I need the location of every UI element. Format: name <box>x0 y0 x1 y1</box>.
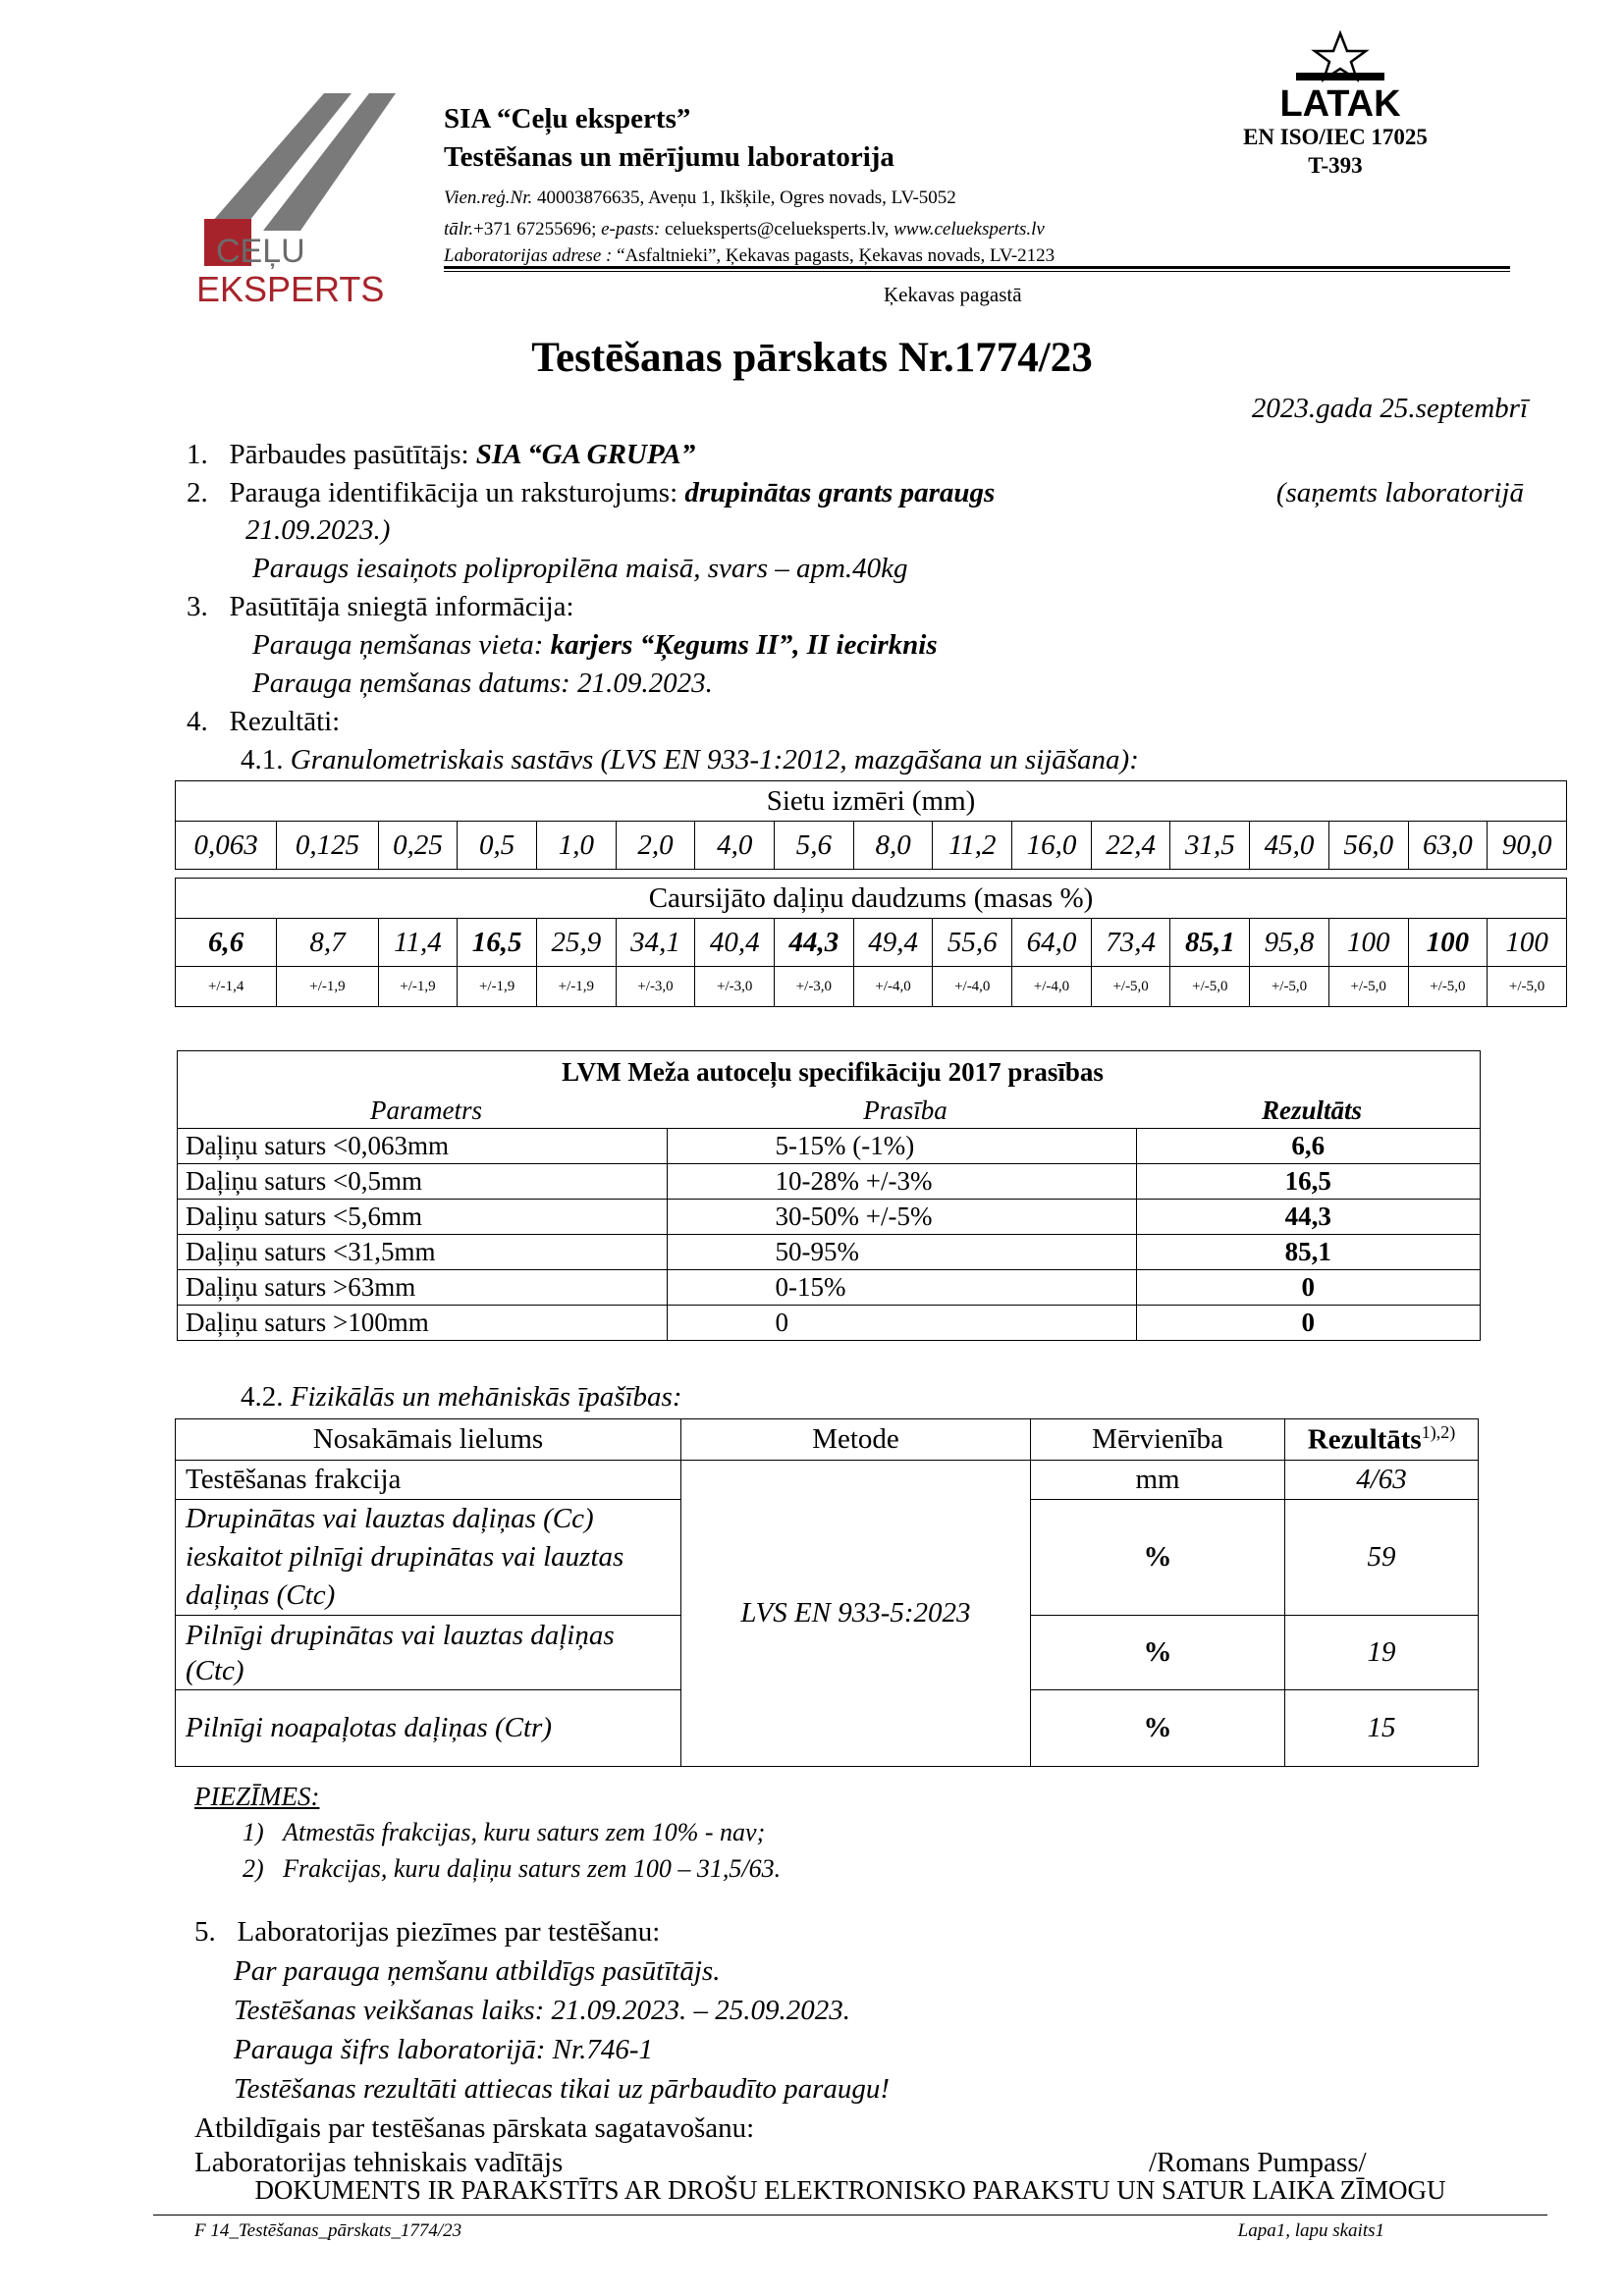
phys-r2-res: 59 <box>1285 1500 1479 1616</box>
section-1-label: Pārbaudes pasūtītājs: <box>229 439 476 470</box>
sieve-size-cell: 90,0 <box>1488 822 1567 870</box>
section-5-num: 5. <box>194 1916 216 1948</box>
section-5 <box>194 1914 660 1949</box>
phys-r1-unit: mm <box>1031 1461 1285 1500</box>
tolerance-cell: +/-5,0 <box>1488 967 1567 1007</box>
lvm-req-cell: 10-28% +/-3% <box>667 1164 1136 1200</box>
passing-cell: 25,9 <box>536 919 616 967</box>
sieve-size-cell: 0,125 <box>277 822 378 870</box>
sample-received-date: 21.09.2023.) <box>245 514 391 546</box>
section-1 <box>187 437 695 472</box>
tolerance-cell: +/-4,0 <box>1012 967 1092 1007</box>
section-4-1-num: 4.1. <box>241 744 291 775</box>
tolerance-cell: +/-1,9 <box>536 967 616 1007</box>
sieve-size-cell: 4,0 <box>695 822 775 870</box>
sieve-size-cell: 22,4 <box>1091 822 1170 870</box>
passing-cell: 40,4 <box>695 919 775 967</box>
email-value[interactable]: celueksperts@celueksperts.lv, <box>660 219 894 240</box>
table-gap <box>176 870 1567 879</box>
celu-eksperts-logo <box>194 93 430 309</box>
tolerance-cell: +/-5,0 <box>1250 967 1329 1007</box>
tolerance-cell: +/-5,0 <box>1328 967 1408 1007</box>
lab-note-2: Testēšanas veikšanas laiks: 21.09.2023. – 25.09.2023. <box>234 1995 851 2026</box>
lvm-param-cell: Daļiņu saturs >63mm <box>178 1270 668 1306</box>
passing-cell: 100 <box>1488 919 1567 967</box>
lvm-col-param: Parametrs <box>178 1093 668 1129</box>
section-4-num: 4. <box>187 706 208 737</box>
phys-r4-res: 15 <box>1285 1690 1479 1767</box>
tolerance-cell: +/-1,9 <box>378 967 458 1007</box>
tolerance-cell: +/-3,0 <box>695 967 775 1007</box>
passing-cell: 100 <box>1408 919 1488 967</box>
email-label: e-pasts: <box>601 219 661 240</box>
passing-cell: 8,7 <box>277 919 378 967</box>
logo-text-bottom: EKSPERTS <box>196 269 385 309</box>
phys-r2-unit: % <box>1031 1500 1285 1616</box>
sieve-size-cell: 45,0 <box>1250 822 1329 870</box>
page-title: Testēšanas pārskats Nr.1774/23 <box>531 335 1093 381</box>
lvm-param-cell: Daļiņu saturs <31,5mm <box>178 1235 668 1270</box>
sampling-date: Parauga ņemšanas datums: 21.09.2023. <box>252 667 713 699</box>
sample-received-note: (saņemts laboratorijā <box>1275 477 1524 508</box>
note-2-num: 2) <box>243 1854 264 1883</box>
phys-col-method: Metode <box>681 1419 1031 1461</box>
phys-r4-qty: Pilnīgi noapaļotas daļiņas (Ctr) <box>176 1690 681 1767</box>
note-1-text: Atmestās frakcijas, kuru saturs zem 10% - nav; <box>283 1818 766 1846</box>
lab-title: Testēšanas un mērījumu laboratorija <box>444 141 894 173</box>
sieve-size-cell: 0,063 <box>176 822 277 870</box>
section-3-label: Pasūtītāja sniegtā informācija: <box>229 591 574 622</box>
sieve-size-cell: 63,0 <box>1408 822 1488 870</box>
phys-col-qty: Nosakāmais lielums <box>176 1419 681 1461</box>
lvm-col-req: Prasība <box>667 1093 1136 1129</box>
note-2-text: Frakcijas, kuru daļiņu saturs zem 100 – 31,5/63. <box>283 1854 782 1883</box>
phys-col-res-label: Rezultāts <box>1307 1423 1422 1456</box>
sieve-size-cell: 8,0 <box>853 822 933 870</box>
phone-value: +371 67255696; <box>473 219 602 240</box>
report-date: 2023.gada 25.septembrī <box>1251 393 1528 424</box>
section-2 <box>187 475 1524 510</box>
sieve-size-cell: 0,5 <box>458 822 537 870</box>
lvm-param-cell: Daļiņu saturs <5,6mm <box>178 1200 668 1235</box>
lvm-row <box>178 1270 1481 1306</box>
section-4-1 <box>241 742 1139 777</box>
tolerance-cell: +/-5,0 <box>1408 967 1488 1007</box>
latak-text: LATAK <box>1279 83 1401 123</box>
lab-address-line <box>444 245 1055 267</box>
lvm-req-cell: 0-15% <box>667 1270 1136 1306</box>
e-signature-notice: DOKUMENTS IR PARAKSTĪTS AR DROŠU ELEKTRONISKO PARAKSTU UN SATUR LAIKA ZĪMOGU <box>254 2175 1446 2205</box>
sieve-sizes-header: Sietu izmēri (mm) <box>176 781 1567 822</box>
tolerance-cell: +/-5,0 <box>1170 967 1250 1007</box>
physical-properties-table <box>175 1418 1479 1767</box>
passing-cell: 73,4 <box>1091 919 1170 967</box>
lvm-res-cell: 44,3 <box>1136 1200 1481 1235</box>
passing-row <box>176 919 1567 967</box>
phys-r3-res: 19 <box>1285 1616 1479 1690</box>
sample-packaging: Paraugs iesaiņots polipropilēna maisā, svars – apm.40kg <box>252 553 908 584</box>
section-4 <box>187 704 340 739</box>
section-4-label: Rezultāti: <box>229 706 341 737</box>
phys-col-unit: Mērvienība <box>1031 1419 1285 1461</box>
passing-cell: 44,3 <box>775 919 854 967</box>
signer-name: /Romans Pumpass/ <box>1149 2147 1367 2178</box>
section-4-2-num: 4.2. <box>241 1381 291 1413</box>
passing-cell: 34,1 <box>616 919 695 967</box>
signer-position: Laboratorijas tehniskais vadītājs <box>194 2147 564 2178</box>
company-name: SIA “Ceļu eksperts” <box>444 103 691 134</box>
lvm-res-cell: 0 <box>1136 1306 1481 1341</box>
lvm-col-res: Rezultāts <box>1136 1093 1481 1129</box>
passing-cell: 6,6 <box>176 919 277 967</box>
lvm-param-cell: Daļiņu saturs <0,063mm <box>178 1129 668 1164</box>
responsible-label: Atbildīgais par testēšanas pārskata sagatavošanu: <box>194 2112 755 2144</box>
phys-col-res <box>1285 1419 1479 1461</box>
passing-header: Caursijāto daļiņu daudzums (masas %) <box>176 879 1567 919</box>
iso-block <box>1208 124 1463 181</box>
tolerance-cell: +/-1,9 <box>277 967 378 1007</box>
sieve-sizes-row <box>176 822 1567 870</box>
lvm-res-cell: 6,6 <box>1136 1129 1481 1164</box>
tolerance-cell: +/-1,9 <box>458 967 537 1007</box>
lvm-res-cell: 85,1 <box>1136 1235 1481 1270</box>
lvm-res-cell: 0 <box>1136 1270 1481 1306</box>
passing-cell: 55,6 <box>933 919 1012 967</box>
web-link[interactable]: www.celueksperts.lv <box>893 219 1045 240</box>
section-4-1-method: (LVS EN 933-1:2012, mazgāšana un sijāšana): <box>593 744 1139 775</box>
lab-addr-value: “Asfaltnieki”, Ķekavas pagasts, Ķekavas novads, LV-2123 <box>612 245 1056 266</box>
section-2-label: Parauga identifikācija un raksturojums: <box>229 477 685 508</box>
sieve-size-cell: 31,5 <box>1170 822 1250 870</box>
sieve-size-cell: 16,0 <box>1012 822 1092 870</box>
sieve-table <box>175 780 1567 1007</box>
phys-r4-unit: % <box>1031 1690 1285 1767</box>
footer-page-count: Lapa1, lapu skaits1 <box>1237 2220 1384 2241</box>
phys-r2-qty: Drupinātas vai lauztas daļiņas (Cc) ieskaitot pilnīgi drupinātas vai lauztas daļiņas (Ctc) <box>176 1500 681 1616</box>
sieve-size-cell: 2,0 <box>616 822 695 870</box>
section-3 <box>187 589 574 624</box>
lab-note-1: Par parauga ņemšanu atbildīgs pasūtītājs. <box>234 1955 721 1987</box>
lvm-param-cell: Daļiņu saturs <0,5mm <box>178 1164 668 1200</box>
tolerance-row <box>176 967 1567 1007</box>
reg-value: 40003876635, Aveņu 1, Ikšķile, Ogres novads, LV-5052 <box>532 187 956 208</box>
sieve-size-cell: 1,0 <box>536 822 616 870</box>
sieve-size-cell: 11,2 <box>933 822 1012 870</box>
lvm-req-cell: 0 <box>667 1306 1136 1341</box>
iso-standard: EN ISO/IEC 17025 <box>1243 125 1428 149</box>
customer-name: SIA “GA GRUPA” <box>475 439 696 470</box>
lvm-row <box>178 1129 1481 1164</box>
phys-method: LVS EN 933-5:2023 <box>681 1461 1031 1767</box>
note-1-num: 1) <box>243 1818 264 1846</box>
phys-r1-qty: Testēšanas frakcija <box>176 1461 681 1500</box>
lvm-row <box>178 1164 1481 1200</box>
tolerance-cell: +/-1,4 <box>176 967 277 1007</box>
sample-type: drupinātas grants paraugs <box>684 477 996 508</box>
passing-cell: 95,8 <box>1250 919 1329 967</box>
phys-r3-qty: Pilnīgi drupinātas vai lauztas daļiņas (Ctc) <box>176 1616 681 1690</box>
footer-rule <box>153 2215 1547 2216</box>
header-rule-thin <box>444 271 1510 272</box>
reg-label: Vien.reģ.Nr. <box>444 187 533 208</box>
latak-logo <box>1276 29 1404 123</box>
phys-col-res-sup: 1),2) <box>1421 1422 1456 1443</box>
notes-title: PIEZĪMES: <box>194 1782 320 1811</box>
tolerance-cell: +/-3,0 <box>616 967 695 1007</box>
note-1 <box>243 1818 765 1847</box>
section-2-num: 2. <box>187 477 208 508</box>
lvm-req-cell: 30-50% +/-5% <box>667 1200 1136 1235</box>
tolerance-cell: +/-5,0 <box>1091 967 1170 1007</box>
sampling-place-label: Parauga ņemšanas vieta: <box>252 629 551 661</box>
section-1-num: 1. <box>187 439 208 470</box>
tolerance-cell: +/-4,0 <box>853 967 933 1007</box>
passing-cell: 11,4 <box>378 919 458 967</box>
lab-note-3: Parauga šifrs laboratorijā: Nr.746-1 <box>234 2034 653 2065</box>
phone-label: tālr. <box>444 219 474 240</box>
lvm-row <box>178 1235 1481 1270</box>
lvm-req-cell: 50-95% <box>667 1235 1136 1270</box>
section-4-1-label: Granulometriskais sastāvs <box>290 744 594 775</box>
lvm-row <box>178 1306 1481 1341</box>
sieve-size-cell: 56,0 <box>1328 822 1408 870</box>
lvm-res-cell: 16,5 <box>1136 1164 1481 1200</box>
passing-cell: 85,1 <box>1170 919 1250 967</box>
sieve-size-cell: 5,6 <box>775 822 854 870</box>
section-4-2 <box>241 1379 682 1415</box>
lvm-param-cell: Daļiņu saturs >100mm <box>178 1306 668 1341</box>
lab-note-4: Testēšanas rezultāti attiecas tikai uz pārbaudīto paraugu! <box>234 2073 891 2105</box>
sampling-place <box>252 627 938 663</box>
header-rule <box>444 266 1510 269</box>
tolerance-cell: +/-4,0 <box>933 967 1012 1007</box>
iso-code: T-393 <box>1308 152 1363 178</box>
lvm-req-cell: 5-15% (-1%) <box>667 1129 1136 1164</box>
sampling-place-value: karjers “Ķegums II”, II iecirknis <box>550 629 938 661</box>
passing-cell: 64,0 <box>1012 919 1092 967</box>
footer-form-code: F 14_Testēšanas_pārskats_1774/23 <box>194 2220 462 2241</box>
sieve-size-cell: 0,25 <box>378 822 458 870</box>
phys-r1-res: 4/63 <box>1285 1461 1479 1500</box>
logo-text-top: CEĻU <box>216 233 305 270</box>
place: Ķekavas pagastā <box>884 283 1022 306</box>
section-4-2-label: Fizikālās un mehāniskās īpašības: <box>290 1381 682 1413</box>
road-logo-icon <box>194 93 430 309</box>
latak-star-icon <box>1276 29 1404 123</box>
registration-line <box>444 187 956 209</box>
note-2 <box>243 1854 781 1884</box>
lvm-table <box>177 1050 1481 1341</box>
passing-cell: 49,4 <box>853 919 933 967</box>
lab-addr-label: Laboratorijas adrese : <box>444 245 613 266</box>
section-5-label: Laboratorijas piezīmes par testēšanu: <box>237 1916 661 1948</box>
lvm-row <box>178 1200 1481 1235</box>
passing-cell: 100 <box>1328 919 1408 967</box>
section-3-num: 3. <box>187 591 208 622</box>
passing-cell: 16,5 <box>458 919 537 967</box>
lvm-title: LVM Meža autoceļu specifikāciju 2017 prasības <box>178 1051 1481 1094</box>
phys-r3-unit: % <box>1031 1616 1285 1690</box>
tolerance-cell: +/-3,0 <box>775 967 854 1007</box>
contact-line <box>444 219 1045 240</box>
